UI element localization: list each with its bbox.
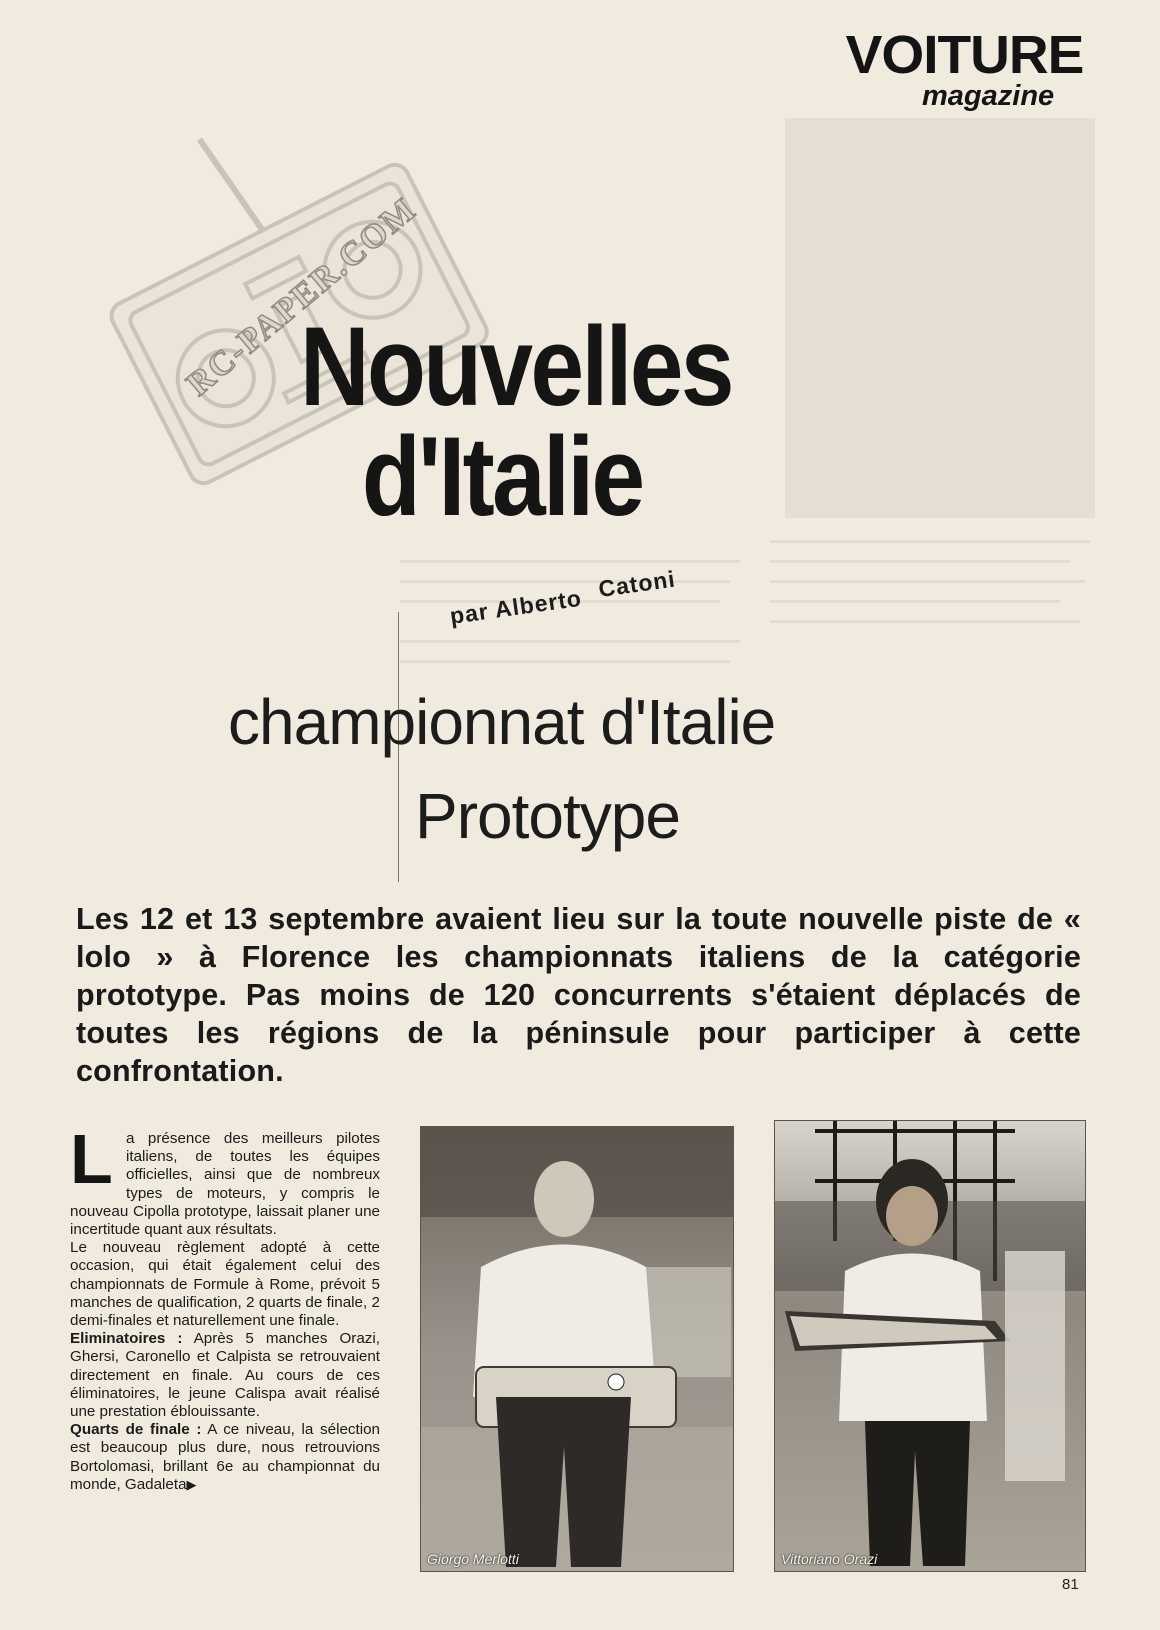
body-paragraph: Le nouveau règlement adopté à cette occasion, qui était également celui des championnats de Formule à Rome, prévoit 5 manches de qualification, 2 quarts de finale, 2 demi-finales et naturellement une finale. <box>70 1239 380 1330</box>
article-body-column <box>70 1120 380 1494</box>
watermark-stamp: RC-PAPER.COM <box>180 190 424 404</box>
byline-prefix: par Alberto <box>448 584 584 630</box>
body-paragraph <box>70 1330 380 1421</box>
article-title <box>300 304 833 539</box>
page-number: 81 <box>1062 1576 1079 1593</box>
byline-last-name: Catoni <box>596 565 678 603</box>
body-text: A ce niveau, la sélection est beaucoup plus dure, nous retrouvions Bortolomasi, brillant 6e au championnat du monde, Gadaleta <box>70 1421 380 1493</box>
photo-caption: Vittoriano Orazi <box>781 1551 878 1567</box>
article-title-line2: d'Italie <box>361 413 643 539</box>
photo-racer-2 <box>774 1120 1086 1572</box>
section-label: Eliminatoires : <box>70 1330 183 1348</box>
magazine-brand-sub: magazine <box>922 80 1055 112</box>
body-text: Après 5 manches Orazi, Ghersi, Caronello et Calpista se retrouvaient directement en finale. Au cours de ces éliminatoires, le jeune Calispa avait réalisé une prestation éblouissante. <box>70 1330 380 1421</box>
drop-cap: L <box>70 1120 113 1198</box>
bleed-through-line <box>770 600 1060 603</box>
article-lead: Les 12 et 13 septembre avaient lieu sur la toute nouvelle piste de « lolo » à Florence les championnats italiens de la catégorie prototype. Pas moins de 120 concurrents s'étaient déplacés de toutes les régions de la péninsule pour participer à cette confrontation. <box>76 902 1081 1088</box>
bleed-through-line <box>400 640 740 643</box>
section-label: Quarts de finale : <box>70 1421 202 1439</box>
bleed-through-line <box>770 560 1070 563</box>
bleed-through-line <box>770 540 1090 543</box>
article-title-line1: Nouvelles <box>300 304 732 429</box>
photo-caption: Giorgo Merlotti <box>427 1551 519 1567</box>
photo-racer-2-image <box>775 1121 1085 1571</box>
body-paragraph <box>70 1421 380 1494</box>
article-subtitle-line1: championnat d'Italie <box>228 686 776 758</box>
bleed-through-line <box>400 560 740 563</box>
article-subtitle-line2: Prototype <box>415 780 680 852</box>
bleed-through-line <box>770 580 1085 583</box>
photo-racer-1-image <box>421 1127 733 1571</box>
bleed-through-line <box>770 620 1080 623</box>
bleed-through-line <box>400 580 730 583</box>
continue-arrow-icon: ▶ <box>186 1476 197 1492</box>
bleed-through-line <box>400 660 730 663</box>
body-paragraph: a présence des meilleurs pilotes italiens, de toutes les équipes officielles, ainsi que de nombreux types de moteurs, y compris le nouveau Cipolla prototype, laissait planer une incertitude quant aux résultats. <box>70 1130 380 1239</box>
magazine-brand: VOITURE <box>845 25 1084 85</box>
photo-racer-1 <box>420 1126 734 1572</box>
